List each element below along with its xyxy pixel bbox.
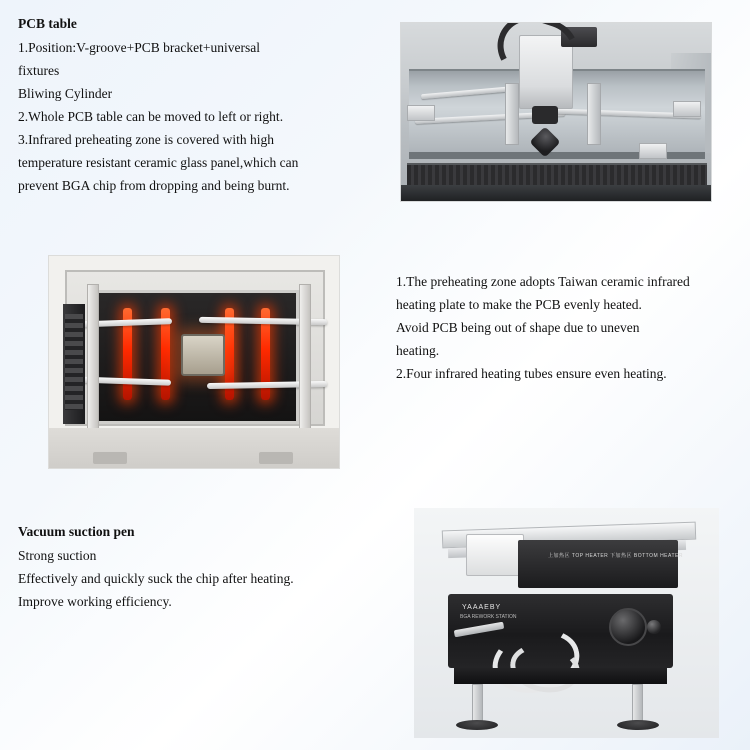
- preheating-line-2: heating plate to make the PCB evenly heated.: [396, 297, 642, 312]
- vertical-post: [505, 83, 519, 145]
- pcb-table-line-6: temperature resistant ceramic glass panel,which can: [18, 155, 299, 170]
- pcb-table-line-2: fixtures: [18, 63, 60, 78]
- pcb-clamp: [407, 105, 435, 121]
- preheating-text-block: [396, 270, 741, 385]
- base-bar: [454, 668, 667, 684]
- foot-pad: [456, 720, 498, 730]
- secondary-dial: [647, 620, 661, 634]
- pcb-table-heading: PCB table: [18, 16, 77, 31]
- pcb-table-line-4: 2.Whole PCB table can be moved to left or right.: [18, 109, 284, 124]
- white-head-module: [466, 534, 524, 576]
- side-heater-column: [63, 304, 85, 424]
- top-heater-module: [518, 540, 678, 588]
- pcb-table-line-1: 1.Position:V-groove+PCB bracket+universal: [18, 40, 260, 55]
- preheating-line-5: 2.Four infrared heating tubes ensure even heating.: [396, 366, 667, 381]
- brand-subtext: BGA REWORK STATION: [460, 614, 517, 620]
- infrared-preheating-zone-photo: [48, 255, 340, 469]
- bga-rework-station-photo: [414, 508, 719, 738]
- vacuum-pen-line-2: Effectively and quickly suck the chip after heating.: [18, 571, 294, 586]
- vertical-post: [299, 284, 311, 436]
- pcb-table-line-3: Bliwing Cylinder: [18, 86, 113, 101]
- pcb-clamp: [639, 143, 667, 159]
- pcb-table-text-block: [18, 12, 348, 197]
- machine-foot: [259, 452, 293, 464]
- brand-text: YAAAEBY: [462, 604, 502, 611]
- pcb-clamp: [673, 101, 701, 117]
- pcb-table-line-5: 3.Infrared preheating zone is covered with high: [18, 132, 275, 147]
- top-heater-label: 上加热区 TOP HEATER: [548, 553, 609, 559]
- foot-pad: [617, 720, 659, 730]
- control-dial: [609, 608, 647, 646]
- bottom-heater-label: 下加热区 BOTTOM HEATER: [610, 553, 683, 559]
- pcb-table-line-7: prevent BGA chip from dropping and being burnt.: [18, 178, 290, 193]
- vacuum-pen-line-3: Improve working efficiency.: [18, 594, 172, 609]
- vacuum-pen-heading: Vacuum suction pen: [18, 524, 135, 539]
- pcb-table-rails-photo: [400, 22, 712, 202]
- machine-foot: [93, 452, 127, 464]
- vertical-post: [87, 284, 99, 436]
- preheating-line-3: Avoid PCB being out of shape due to uneven: [396, 320, 640, 335]
- vacuum-pen-text-block: [18, 520, 358, 613]
- preheating-line-1: 1.The preheating zone adopts Taiwan ceramic infrared: [396, 274, 690, 289]
- machine-base: [401, 185, 711, 201]
- preheating-line-4: heating.: [396, 343, 440, 358]
- vertical-post: [587, 83, 601, 145]
- bga-chip: [181, 334, 225, 376]
- vacuum-pen-line-1: Strong suction: [18, 548, 97, 563]
